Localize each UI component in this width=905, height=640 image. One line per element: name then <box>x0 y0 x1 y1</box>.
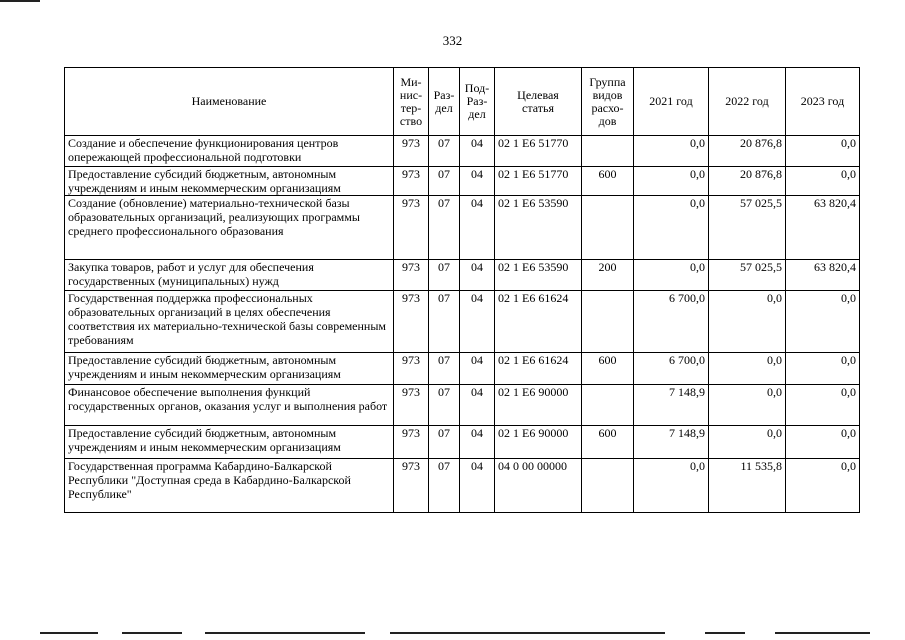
scan-artifact-line <box>705 632 745 634</box>
cell-section: 07 <box>429 167 460 196</box>
cell-name: Создание (обновление) материально-технической базы образовательных организаций, реализующих программы среднего профессионального образования <box>65 196 394 260</box>
cell-target-article: 02 1 Е6 61624 <box>495 353 582 385</box>
cell-subsection: 04 <box>460 291 495 353</box>
cell-target-article: 02 1 Е6 51770 <box>495 136 582 167</box>
cell-expense-group <box>582 136 634 167</box>
page-number: 332 <box>442 33 463 48</box>
cell-name: Предоставление субсидий бюджетным, автономным учреждениям и иным некоммерческим организациям <box>65 426 394 459</box>
cell-expense-group <box>582 291 634 353</box>
cell-2022: 11 535,8 <box>709 459 786 513</box>
table-row <box>65 291 860 353</box>
cell-2023: 63 820,4 <box>786 196 860 260</box>
cell-2023: 0,0 <box>786 426 860 459</box>
cell-ministry: 973 <box>394 385 429 426</box>
cell-name: Закупка товаров, работ и услуг для обеспечения государственных (муниципальных) нужд <box>65 260 394 291</box>
cell-subsection: 04 <box>460 459 495 513</box>
cell-2021: 6 700,0 <box>634 291 709 353</box>
table-row <box>65 196 860 260</box>
header-2021: 2021 год <box>634 68 709 136</box>
table-row <box>65 260 860 291</box>
cell-subsection: 04 <box>460 167 495 196</box>
cell-subsection: 04 <box>460 136 495 167</box>
cell-ministry: 973 <box>394 260 429 291</box>
cell-2023: 0,0 <box>786 136 860 167</box>
header-name: Наименование <box>65 68 394 136</box>
cell-2023: 0,0 <box>786 291 860 353</box>
header-target-article: Целевая статья <box>495 68 582 136</box>
cell-ministry: 973 <box>394 426 429 459</box>
cell-name: Предоставление субсидий бюджетным, автономным учреждениям и иным некоммерческим организациям <box>65 353 394 385</box>
table-row <box>65 353 860 385</box>
cell-2022: 0,0 <box>709 426 786 459</box>
cell-ministry: 973 <box>394 459 429 513</box>
cell-expense-group: 600 <box>582 426 634 459</box>
cell-2021: 6 700,0 <box>634 353 709 385</box>
cell-target-article: 02 1 Е6 53590 <box>495 260 582 291</box>
cell-2023: 63 820,4 <box>786 260 860 291</box>
cell-2022: 57 025,5 <box>709 260 786 291</box>
cell-expense-group: 600 <box>582 353 634 385</box>
cell-subsection: 04 <box>460 353 495 385</box>
table-header-row <box>65 68 860 136</box>
cell-subsection: 04 <box>460 385 495 426</box>
cell-subsection: 04 <box>460 196 495 260</box>
scan-artifact-line <box>775 632 870 634</box>
budget-table <box>64 67 860 513</box>
cell-name: Создание и обеспечение функционирования центров опережающей профессиональной подготовки <box>65 136 394 167</box>
cell-subsection: 04 <box>460 260 495 291</box>
cell-expense-group <box>582 385 634 426</box>
cell-2022: 20 876,8 <box>709 167 786 196</box>
cell-target-article: 04 0 00 00000 <box>495 459 582 513</box>
cell-ministry: 973 <box>394 196 429 260</box>
cell-2022: 0,0 <box>709 291 786 353</box>
table-row <box>65 136 860 167</box>
cell-expense-group <box>582 459 634 513</box>
scan-artifact-line <box>122 632 182 634</box>
cell-2021: 0,0 <box>634 136 709 167</box>
cell-2023: 0,0 <box>786 353 860 385</box>
cell-ministry: 973 <box>394 291 429 353</box>
header-2023: 2023 год <box>786 68 860 136</box>
cell-2022: 20 876,8 <box>709 136 786 167</box>
cell-section: 07 <box>429 136 460 167</box>
cell-section: 07 <box>429 385 460 426</box>
cell-2021: 0,0 <box>634 260 709 291</box>
cell-ministry: 973 <box>394 353 429 385</box>
table-body <box>65 136 860 513</box>
cell-section: 07 <box>429 353 460 385</box>
cell-2021: 0,0 <box>634 459 709 513</box>
cell-target-article: 02 1 Е6 61624 <box>495 291 582 353</box>
cell-section: 07 <box>429 459 460 513</box>
cell-2022: 57 025,5 <box>709 196 786 260</box>
header-ministry: Ми- нис- тер- ство <box>394 68 429 136</box>
cell-target-article: 02 1 Е6 90000 <box>495 426 582 459</box>
cell-section: 07 <box>429 426 460 459</box>
scan-artifact-line <box>40 632 98 634</box>
cell-2023: 0,0 <box>786 167 860 196</box>
cell-2023: 0,0 <box>786 459 860 513</box>
cell-2023: 0,0 <box>786 385 860 426</box>
cell-ministry: 973 <box>394 167 429 196</box>
table-row <box>65 426 860 459</box>
header-subsection: Под- Раз- дел <box>460 68 495 136</box>
cell-name: Государственная программа Кабардино-Балкарской Республики "Доступная среда в Кабардино-Балкарской Республике" <box>65 459 394 513</box>
cell-2021: 7 148,9 <box>634 426 709 459</box>
cell-target-article: 02 1 Е6 51770 <box>495 167 582 196</box>
cell-expense-group <box>582 196 634 260</box>
cell-2021: 0,0 <box>634 196 709 260</box>
cell-2021: 7 148,9 <box>634 385 709 426</box>
cell-section: 07 <box>429 291 460 353</box>
cell-target-article: 02 1 Е6 53590 <box>495 196 582 260</box>
cell-subsection: 04 <box>460 426 495 459</box>
header-expense-group: Группа видов расхо- дов <box>582 68 634 136</box>
cell-section: 07 <box>429 260 460 291</box>
scan-artifact-line <box>0 0 40 2</box>
cell-section: 07 <box>429 196 460 260</box>
cell-target-article: 02 1 Е6 90000 <box>495 385 582 426</box>
header-section: Раз- дел <box>429 68 460 136</box>
cell-name: Государственная поддержка профессиональных образовательных организаций в целях обеспечения соответствия их материально-технической базы современным требованиям <box>65 291 394 353</box>
cell-name: Предоставление субсидий бюджетным, автономным учреждениям и иным некоммерческим организациям <box>65 167 394 196</box>
table-row <box>65 167 860 196</box>
cell-2021: 0,0 <box>634 167 709 196</box>
cell-name: Финансовое обеспечение выполнения функций государственных органов, оказания услуг и выполнения работ <box>65 385 394 426</box>
scan-artifact-line <box>205 632 365 634</box>
cell-ministry: 973 <box>394 136 429 167</box>
table-row <box>65 385 860 426</box>
cell-expense-group: 600 <box>582 167 634 196</box>
table-row <box>65 459 860 513</box>
cell-2022: 0,0 <box>709 353 786 385</box>
scan-artifact-line <box>390 632 665 634</box>
cell-2022: 0,0 <box>709 385 786 426</box>
header-2022: 2022 год <box>709 68 786 136</box>
cell-expense-group: 200 <box>582 260 634 291</box>
